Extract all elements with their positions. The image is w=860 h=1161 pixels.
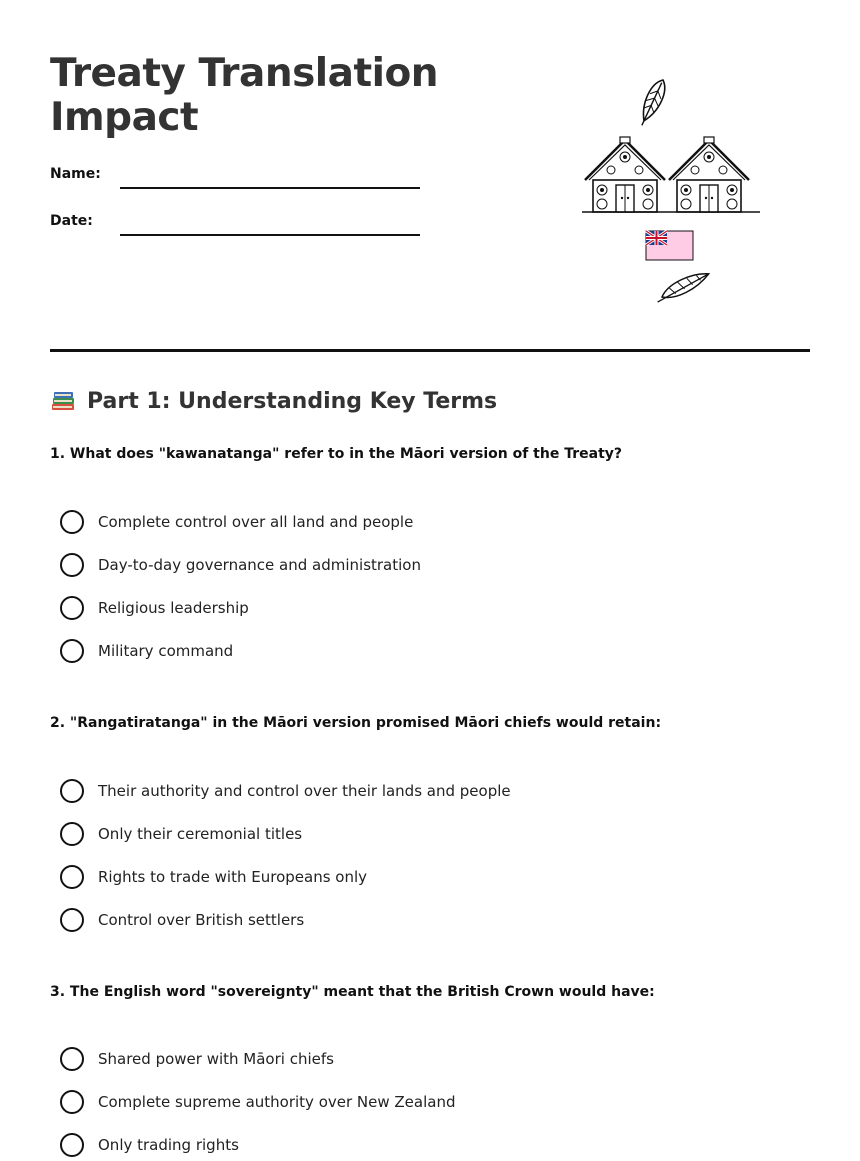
q1-option-2[interactable] [60, 552, 421, 578]
option-label: Only their ceremonial titles [98, 825, 303, 843]
q3-option-3[interactable] [60, 1132, 239, 1158]
q1-option-1[interactable] [60, 509, 413, 535]
date-label: Date: [50, 213, 93, 229]
worksheet-title: Treaty Translation Impact [50, 51, 439, 140]
q3-option-1[interactable] [60, 1046, 334, 1072]
q2-option-4[interactable] [60, 907, 304, 933]
treaty-illustration [580, 75, 765, 310]
option-label: Religious leadership [98, 599, 249, 617]
header-divider [50, 349, 810, 352]
radio-button[interactable] [60, 639, 84, 663]
option-label: Day-to-day governance and administration [98, 556, 421, 574]
option-label: Complete supreme authority over New Zealand [98, 1093, 456, 1111]
wharenui-meeting-house-icon [669, 137, 749, 212]
name-label: Name: [50, 166, 101, 182]
union-jack-flag-icon [646, 231, 693, 260]
q2-option-3[interactable] [60, 864, 367, 890]
option-label: Only trading rights [98, 1136, 239, 1154]
option-label: Rights to trade with Europeans only [98, 868, 368, 886]
option-label: Control over British settlers [98, 911, 305, 929]
q1-option-4[interactable] [60, 638, 233, 664]
worksheet-page [50, 0, 810, 1161]
wharenui-meeting-house-icon [585, 137, 665, 212]
question-2: 2. "Rangatiratanga" in the Māori version promised Māori chiefs would retain: [50, 715, 662, 731]
option-label: Complete control over all land and people [98, 513, 414, 531]
q2-option-2[interactable] [60, 821, 302, 847]
radio-button[interactable] [60, 1047, 84, 1071]
q1-option-3[interactable] [60, 595, 249, 621]
part1-heading-text: Part 1: Understanding Key Terms [87, 388, 498, 414]
radio-button[interactable] [60, 1133, 84, 1157]
q2-option-1[interactable] [60, 778, 511, 804]
feather-icon [653, 269, 712, 304]
option-label: Shared power with Māori chiefs [98, 1050, 334, 1068]
radio-button[interactable] [60, 1090, 84, 1114]
option-label: Military command [98, 642, 234, 660]
date-field[interactable] [120, 234, 420, 236]
name-field[interactable] [120, 187, 420, 189]
question-3: 3. The English word "sovereignty" meant that the British Crown would have: [50, 984, 655, 1000]
q3-option-2[interactable] [60, 1089, 456, 1115]
radio-button[interactable] [60, 908, 84, 932]
radio-button[interactable] [60, 510, 84, 534]
radio-button[interactable] [60, 553, 84, 577]
feather-icon [635, 77, 670, 129]
part1-heading [50, 388, 497, 414]
radio-button[interactable] [60, 865, 84, 889]
radio-button[interactable] [60, 596, 84, 620]
radio-button[interactable] [60, 822, 84, 846]
radio-button[interactable] [60, 779, 84, 803]
question-1: 1. What does "kawanatanga" refer to in the Māori version of the Treaty? [50, 446, 623, 462]
option-label: Their authority and control over their lands and people [98, 782, 511, 800]
books-icon [50, 388, 76, 414]
